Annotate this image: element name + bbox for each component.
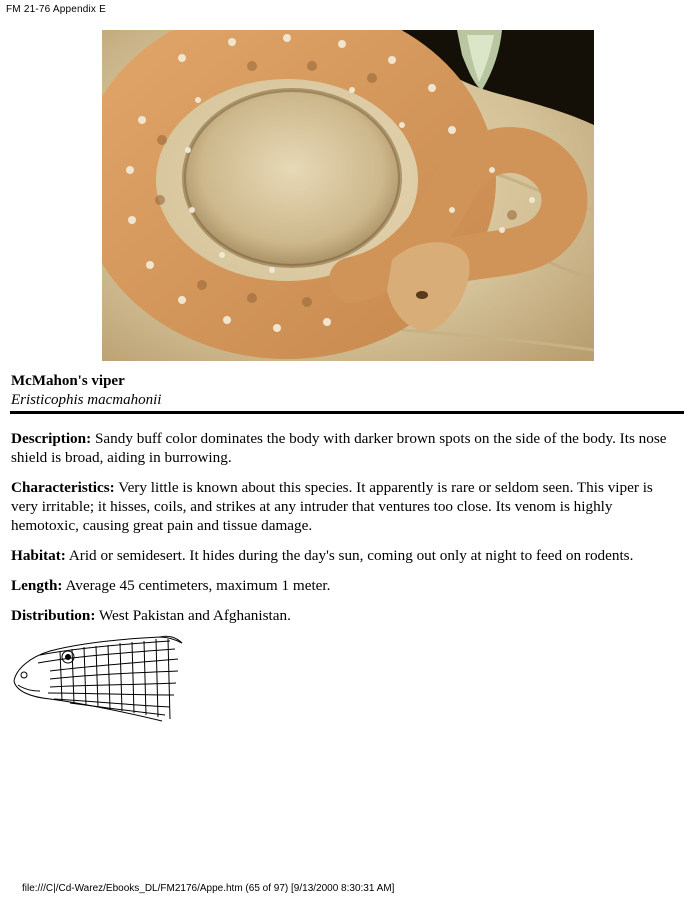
document-footer: file:///C|/Cd-Warez/Ebooks_DL/FM2176/Appe.htm (65 of 97) [9/13/2000 8:30:31 AM] xyxy=(22,883,395,894)
description-paragraph xyxy=(11,429,683,467)
characteristics-paragraph xyxy=(11,478,683,535)
distribution-paragraph xyxy=(11,606,683,625)
habitat-paragraph xyxy=(11,546,683,565)
snake-photo xyxy=(102,30,594,361)
distribution-label: Distribution: xyxy=(11,607,96,624)
scientific-name: Eristicophis macmahonii xyxy=(11,392,162,408)
document-header: FM 21-76 Appendix E xyxy=(6,4,106,15)
habitat-text: Arid or semidesert. It hides during the day's sun, coming out only at night to feed on rodents. xyxy=(68,547,634,564)
common-name: McMahon's viper xyxy=(11,373,125,389)
length-text: Average 45 centimeters, maximum 1 meter. xyxy=(65,577,331,594)
length-label: Length: xyxy=(11,577,63,594)
length-paragraph xyxy=(11,576,683,595)
characteristics-text: Very little is known about this species. It apparently is rare or seldom seen. This viper is very irritable; it hisses, coils, and strikes at any intruder that ventures too close. Its venom is highly hemotoxic, causing great pain and tissue damage. xyxy=(11,479,653,534)
snake-head-drawing xyxy=(10,633,185,725)
distribution-text: West Pakistan and Afghanistan. xyxy=(98,607,291,624)
species-details xyxy=(11,429,683,636)
characteristics-label: Characteristics: xyxy=(11,479,115,496)
description-label: Description: xyxy=(11,430,92,447)
horizontal-rule xyxy=(10,411,684,414)
species-names xyxy=(11,372,161,410)
habitat-label: Habitat: xyxy=(11,547,66,564)
description-text: Sandy buff color dominates the body with darker brown spots on the side of the body. Its nose shield is broad, aiding in burrowing. xyxy=(11,430,667,466)
